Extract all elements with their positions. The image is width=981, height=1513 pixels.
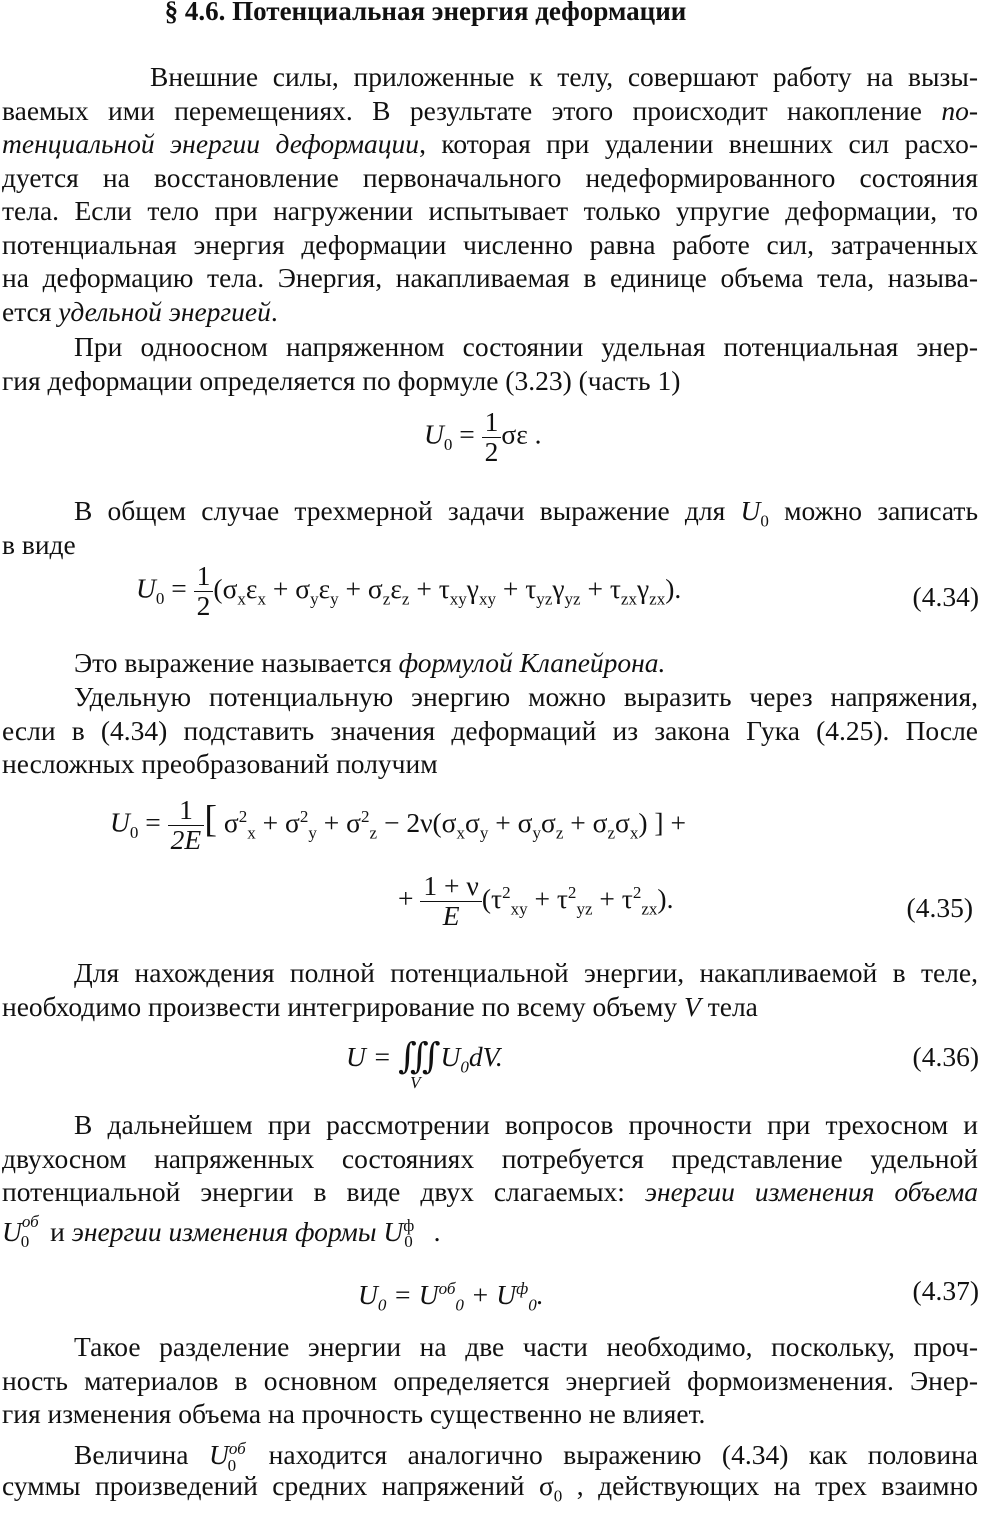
paragraph-hooke xyxy=(2,680,978,781)
equation-4-36: U = ∭ V $U_0dV$. xyxy=(346,1036,503,1092)
equation-body: $U_0dV$. xyxy=(440,1041,503,1077)
equation-number: (4.37) xyxy=(912,1275,979,1306)
paragraph-decomposition xyxy=(2,1108,979,1252)
paragraph-volume-energy xyxy=(2,1432,979,1506)
text-line: на деформацию тела. Энергия, накапливаемая в единице объема тела, называ- xyxy=(2,262,978,293)
equation-number: (4.36) xyxy=(912,1041,979,1072)
paragraph-general-case xyxy=(2,494,978,561)
text-line: При одноосном напряженном состоянии удельная потенциальная энер- xyxy=(74,331,978,362)
paragraph-clapeyron xyxy=(2,646,978,680)
equation-body: $\sigma^2_x + \sigma^2_y + \sigma^2_z - 2\nu(\sigma_x\sigma_y + \sigma_y\sigma_z + \sigma_z\sigma_x)$ ] + xyxy=(223,806,686,843)
equation-body: $(\sigma_x\varepsilon_x + \sigma_y\varepsilon_y + \sigma_z\varepsilon_z + \tau_{xy}\gamma_{xy} + \tau_{yz}\gamma_{yz} + \tau_{zx}\gamma_{zx})$. xyxy=(213,572,682,609)
term-potential-energy: тенциальной энергии деформации xyxy=(2,128,420,159)
text-line: необходимо произвести интегрирование по всему объему V тела xyxy=(2,990,758,1022)
text-line: тела. Если тело при нагружении испытывает только упругие деформации, то xyxy=(2,195,978,226)
equation-4-35-line2: + $\frac{1 + \nu}{E}$ $(\tau^2_{xy} + \tau^2_{yz} + \tau^2_{zx})$. xyxy=(398,870,674,931)
term-specific-energy: удельной энергией xyxy=(58,295,271,327)
equation-body: $U_0 = U^{об}_0 + U^ф_0$. xyxy=(358,1279,544,1315)
text-line: Это выражение называется формулой Клапейрона. xyxy=(74,647,666,678)
equation-number: (4.34) xyxy=(912,581,979,612)
text-line: Внешние силы, приложенные к телу, совершают работу на вызы- xyxy=(150,61,978,92)
text-line: $U^{об}_0$ и энергии изменения формы $U^ф_0$ . xyxy=(2,1211,441,1252)
equation-4-37 xyxy=(358,1272,544,1322)
text-line: дуется на восстановление первоначального недеформированного состояния xyxy=(2,161,978,193)
term-shape-change-energy: энергии изменения формы xyxy=(71,1215,377,1247)
paragraph-separation xyxy=(2,1330,978,1431)
text-line: гия деформации определяется по формуле (3.23) (часть 1) xyxy=(2,364,681,396)
equation-number: (4.35) xyxy=(906,892,973,923)
text-line: Для нахождения полной потенциальной энергии, накапливаемой в теле, xyxy=(74,957,978,988)
text-line: Удельную потенциальную энергию можно выразить через напряжения, xyxy=(74,681,978,712)
equation-3-23: $U_0$ = $\frac{1}{2}$ σε . xyxy=(424,406,542,467)
paragraph-integration xyxy=(2,956,978,1023)
text-line: потенциальная энергия деформации численно равна работе сил, затраченных xyxy=(2,228,978,260)
text-line: ваемых ими перемещениях. В результате этого происходит накопление по- xyxy=(2,94,978,126)
text-line: В общем случае трехмерной задачи выражение для $U_0$ можно записать xyxy=(74,495,978,531)
section-title: § 4.6. Потенциальная энергия деформации xyxy=(164,0,687,26)
paragraph-uniaxial xyxy=(2,330,978,397)
text-line: гия изменения объема на прочность существенно не влияет. xyxy=(2,1398,706,1429)
text-line: ется удельной энергией. xyxy=(2,295,278,327)
text-line: Величина $U^{об}_0$ находится аналогично выражению (4.34) как половина xyxy=(74,1439,979,1475)
text-line: потенциальной энергии в виде двух слагаемых: энергии изменения объема xyxy=(2,1176,979,1207)
text-line: Такое разделение энергии на две части необходимо, поскольку, проч- xyxy=(74,1331,978,1362)
text-line: несложных преобразований получим xyxy=(2,748,438,779)
text-line: двухосном напряженных состояниях потребуется представление удельной xyxy=(2,1142,978,1174)
text-line: В дальнейшем при рассмотрении вопросов прочности при трехосном и xyxy=(74,1109,978,1140)
text-line: в виде xyxy=(2,528,76,560)
equation-4-34: $U_0$ = $\frac{1}{2}$ $(\sigma_x\varepsilon_x + \sigma_y\varepsilon_y + \sigma_z\varepsilon_z + \tau_{xy}\gamma_{xy} + \tau_{yz}\gamma_{yz} + \tau_{zx}\gamma_{zx})$. xyxy=(136,560,682,621)
term-volume-change-energy: энергии изменения объема xyxy=(644,1176,979,1207)
text-line: ность материалов в основном определяется энергией формоизменения. Энер- xyxy=(2,1364,978,1396)
term-clapeyron: формулой Клапейрона. xyxy=(398,647,666,678)
paragraph-intro xyxy=(2,60,978,328)
equation-4-35-line1: $U_0$ = $\frac{1}{2E}$ [ $\sigma^2_x + \sigma^2_y + \sigma^2_z - 2\nu(\sigma_x\sigma_y + \sigma_y\sigma_z + \sigma_z\sigma_x)$ ] + xyxy=(110,794,686,855)
text-line: если в (4.34) подставить значения деформаций из закона Гука (4.25). После xyxy=(2,714,978,746)
text-line: тенциальной энергии деформации, которая при удалении внешних сил расхо- xyxy=(2,128,979,159)
text-line: суммы произведений средних напряжений $\sigma_0$ , действующих на трех взаимно xyxy=(2,1470,978,1506)
equation-body: $(\tau^2_{xy} + \tau^2_{yz} + \tau^2_{zx})$. xyxy=(481,882,674,919)
